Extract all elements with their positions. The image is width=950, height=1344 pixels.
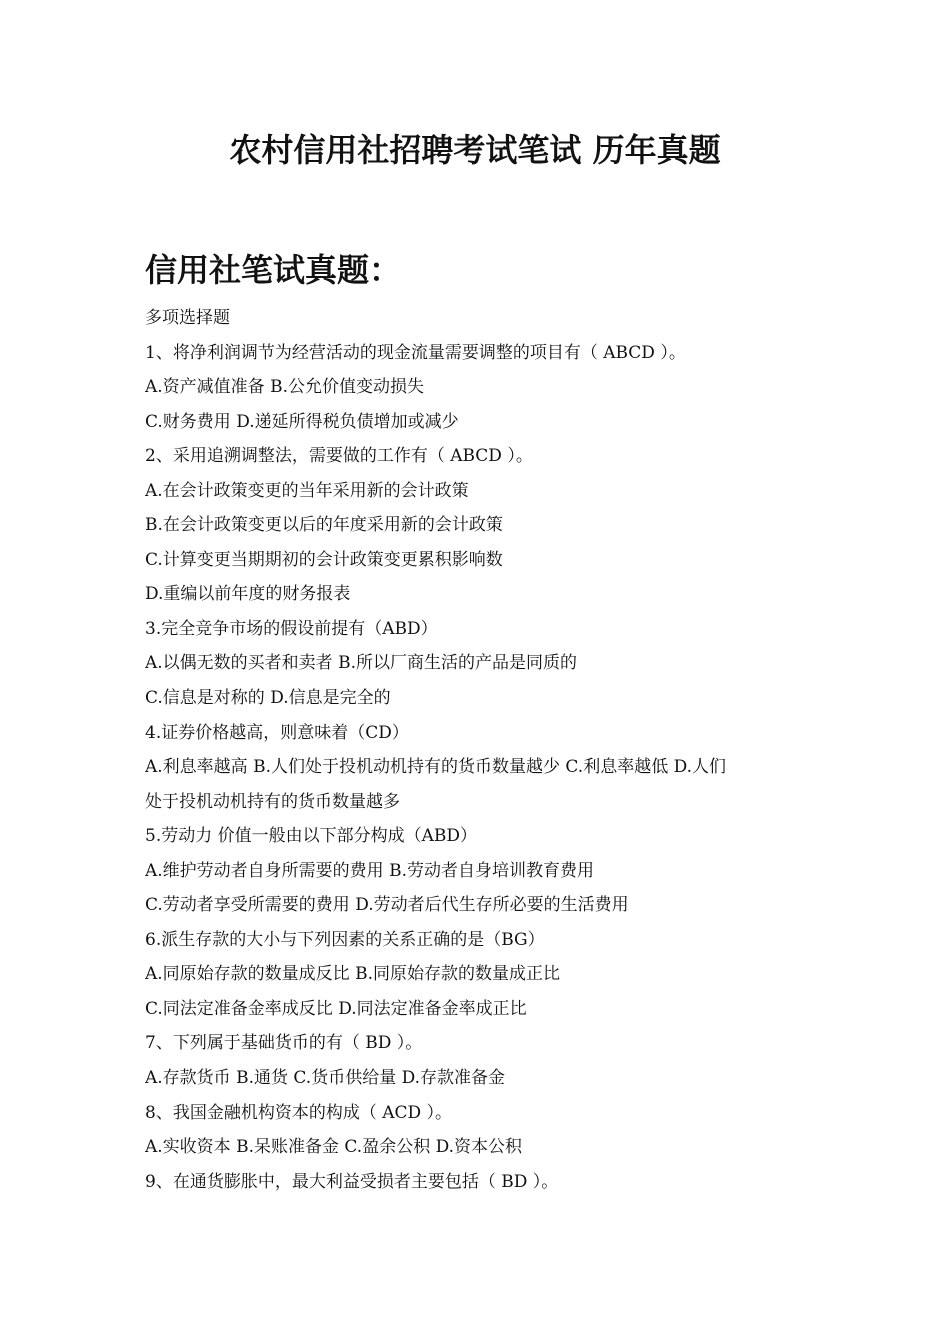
text-line: A.存款货币 B.通货 C.货币供给量 D.存款准备金 [145,1068,506,1089]
text-line: 2、采用追溯调整法，需要做的工作有（ ABCD ）。 [145,446,533,467]
text-line: A.资产减值准备 B.公允价值变动损失 [145,377,424,398]
text-line: A.维护劳动者自身所需要的费用 B.劳动者自身培训教育费用 [145,860,594,881]
text-line: D.重编以前年度的财务报表 [145,584,351,605]
text-line: C.计算变更当期期初的会计政策变更累积影响数 [145,549,503,570]
text-line: A.同原始存款的数量成反比 B.同原始存款的数量成正比 [145,964,560,985]
text-line: C.财务费用 D.递延所得税负债增加或减少 [145,411,459,432]
text-line: A.实收资本 B.呆账准备金 C.盈余公积 D.资本公积 [145,1137,523,1158]
text-line: A.在会计政策变更的当年采用新的会计政策 [145,480,469,501]
text-line: 8、我国金融机构资本的构成（ ACD ）。 [145,1102,453,1123]
text-line: 处于投机动机持有的货币数量越多 [145,791,400,812]
text-line: 3.完全竞争市场的假设前提有（ABD） [145,618,438,639]
section-heading: 信用社笔试真题： [145,251,402,289]
text-line: 6.派生存款的大小与下列因素的关系正确的是（BG） [145,929,545,950]
text-line: 9、在通货膨胀中，最大利益受损者主要包括（ BD ）。 [145,1171,559,1192]
text-line: A.利息率越高 B.人们处于投机动机持有的货币数量越少 C.利息率越低 D.人们 [145,757,727,778]
text-line: 1、将净利润调节为经营活动的现金流量需要调整的项目有（ ABCD ）。 [145,342,686,363]
text-line: A.以偶无数的买者和卖者 B.所以厂商生活的产品是同质的 [145,653,577,674]
text-line: C.劳动者享受所需要的费用 D.劳动者后代生存所必要的生活费用 [145,895,629,916]
text-line: 多项选择题 [145,308,230,328]
question-list [145,301,825,1199]
text-line: 4.证券价格越高，则意味着（CD） [145,722,409,743]
text-line: C.信息是对称的 D.信息是完全的 [145,688,391,709]
text-line: B.在会计政策变更以后的年度采用新的会计政策 [145,515,503,536]
text-line: 7、下列属于基础货币的有（ BD ）。 [145,1033,423,1054]
text-line: C.同法定准备金率成反比 D.同法定准备金率成正比 [145,998,527,1019]
text-line: 5.劳动力 价值一般由以下部分构成（ABD） [145,826,478,847]
document-title: 农村信用社招聘考试笔试 历年真题 [229,131,721,169]
